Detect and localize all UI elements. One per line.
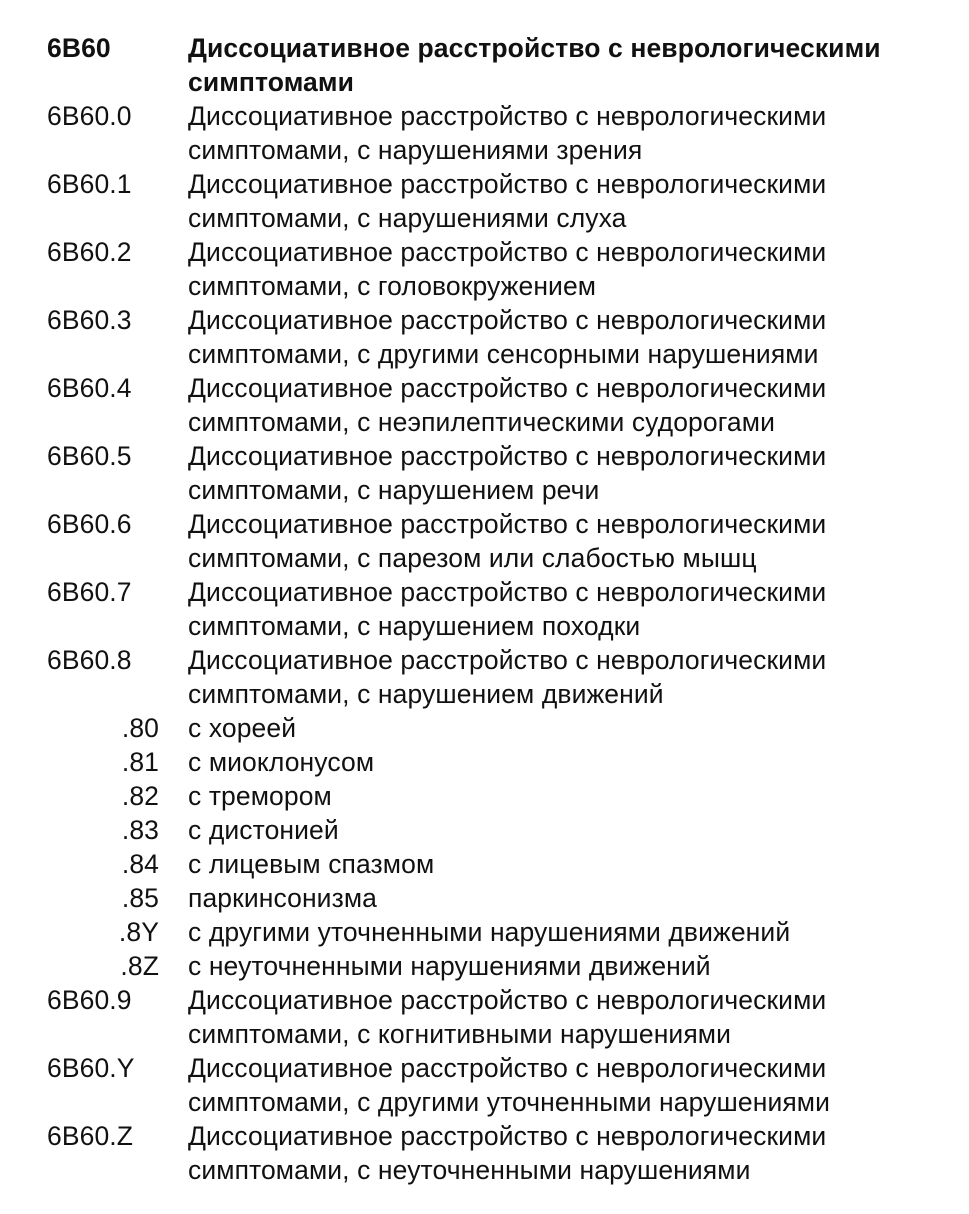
entry-text-line2: симптомами, с неэпилептическими судорогами bbox=[188, 407, 775, 437]
entry-text-line1: Диссоциативное расстройство с неврологическими bbox=[188, 305, 827, 335]
entry-text-line2: симптомами, с нарушениями слуха bbox=[188, 203, 627, 233]
subentry-text: с неуточненными нарушениями движений bbox=[188, 951, 711, 981]
heading-entry bbox=[0, 31, 969, 99]
entry-text-line2: симптомами, с другими уточненными нарушениями bbox=[188, 1087, 831, 1117]
entry-text-line1: Диссоциативное расстройство с неврологическими bbox=[188, 1121, 827, 1151]
entry-text-line1: Диссоциативное расстройство с неврологическими bbox=[188, 985, 827, 1015]
entry-code: 6B60.4 bbox=[47, 373, 132, 403]
entry-code: 6B60.6 bbox=[47, 509, 132, 539]
entry-text bbox=[188, 99, 940, 167]
subentry-code: .83 bbox=[121, 815, 159, 845]
entry-code: 6B60.Z bbox=[47, 1121, 134, 1151]
entry-text-line2: симптомами, с неуточненными нарушениями bbox=[188, 1155, 751, 1185]
entry-text-line1: Диссоциативное расстройство с неврологическими bbox=[188, 237, 827, 267]
entry-code: 6B60.3 bbox=[47, 305, 132, 335]
entry-code: 6B60.8 bbox=[47, 645, 132, 675]
entry-row bbox=[0, 575, 969, 643]
entry-text-line2: симптомами, с нарушением речи bbox=[188, 475, 600, 505]
entry-text-line1: Диссоциативное расстройство с неврологическими bbox=[188, 101, 827, 131]
entry-row bbox=[0, 507, 969, 575]
subentry-code: .8Z bbox=[120, 951, 159, 981]
entry-row bbox=[0, 643, 969, 711]
entry-text-line2: симптомами, с парезом или слабостью мышц bbox=[188, 543, 757, 573]
heading-title-line1: Диссоциативное расстройство с неврологическими bbox=[188, 33, 881, 63]
entry-row bbox=[0, 167, 969, 235]
entry-text-line2: симптомами, с головокружением bbox=[188, 271, 597, 301]
entry-text bbox=[188, 507, 940, 575]
subentry-code: .80 bbox=[121, 713, 159, 743]
entry-row bbox=[0, 235, 969, 303]
subentry-row bbox=[0, 745, 969, 779]
entry-text bbox=[188, 1119, 940, 1187]
entry-text bbox=[188, 371, 940, 439]
subentry-text: с хореей bbox=[188, 713, 297, 743]
entry-code: 6B60.7 bbox=[47, 577, 132, 607]
entry-text-line1: Диссоциативное расстройство с неврологическими bbox=[188, 1053, 827, 1083]
subentry-row bbox=[0, 779, 969, 813]
subentry-code: .85 bbox=[121, 883, 159, 913]
entry-text-line2: симптомами, с нарушением походки bbox=[188, 611, 641, 641]
heading-title-line2: симптомами bbox=[188, 67, 354, 97]
subentry-text: с миоклонусом bbox=[188, 747, 375, 777]
entry-row bbox=[0, 371, 969, 439]
entry-text bbox=[188, 1051, 940, 1119]
entry-code: 6B60.Y bbox=[47, 1053, 135, 1083]
entry-text-line2: симптомами, с нарушениями зрения bbox=[188, 135, 643, 165]
subentry-row bbox=[0, 949, 969, 983]
entry-code: 6B60.9 bbox=[47, 985, 132, 1015]
entry-text-line1: Диссоциативное расстройство с неврологическими bbox=[188, 509, 827, 539]
entry-code: 6B60.2 bbox=[47, 237, 132, 267]
entry-row bbox=[0, 983, 969, 1051]
entry-code: 6B60.5 bbox=[47, 441, 132, 471]
subentry-row bbox=[0, 847, 969, 881]
entry-text-line2: симптомами, с другими сенсорными нарушениями bbox=[188, 339, 819, 369]
entry-text bbox=[188, 643, 940, 711]
heading-code: 6B60 bbox=[47, 33, 111, 63]
entry-row bbox=[0, 303, 969, 371]
entry-text-line2: симптомами, с нарушением движений bbox=[188, 679, 664, 709]
entry-text-line1: Диссоциативное расстройство с неврологическими bbox=[188, 169, 827, 199]
subentry-text: паркинсонизма bbox=[188, 883, 377, 913]
entry-row bbox=[0, 99, 969, 167]
entry-text bbox=[188, 235, 940, 303]
entry-row bbox=[0, 1051, 969, 1119]
entry-code: 6B60.1 bbox=[47, 169, 132, 199]
entry-text bbox=[188, 439, 940, 507]
subentry-code: .84 bbox=[121, 849, 159, 879]
subentry-row bbox=[0, 881, 969, 915]
subentry-text: с дистонией bbox=[188, 815, 339, 845]
entry-text-line1: Диссоциативное расстройство с неврологическими bbox=[188, 373, 827, 403]
entry-code: 6B60.0 bbox=[47, 101, 132, 131]
entry-text-line2: симптомами, с когнитивными нарушениями bbox=[188, 1019, 731, 1049]
entry-text bbox=[188, 983, 940, 1051]
subentry-row bbox=[0, 813, 969, 847]
entry-row bbox=[0, 439, 969, 507]
entry-text bbox=[188, 575, 940, 643]
subentry-text: с тремором bbox=[188, 781, 332, 811]
entry-text bbox=[188, 303, 940, 371]
entry-text-line1: Диссоциативное расстройство с неврологическими bbox=[188, 441, 827, 471]
entry-text-line1: Диссоциативное расстройство с неврологическими bbox=[188, 577, 827, 607]
subentry-text: с лицевым спазмом bbox=[188, 849, 435, 879]
entry-text bbox=[188, 167, 940, 235]
subentry-row bbox=[0, 915, 969, 949]
entry-text-line1: Диссоциативное расстройство с неврологическими bbox=[188, 645, 827, 675]
subentry-row bbox=[0, 711, 969, 745]
subentry-code: .82 bbox=[121, 781, 159, 811]
subentry-code: .8Y bbox=[118, 917, 159, 947]
heading-title bbox=[188, 31, 940, 99]
subentry-text: с другими уточненными нарушениями движений bbox=[188, 917, 791, 947]
subentry-code: .81 bbox=[121, 747, 159, 777]
entry-row bbox=[0, 1119, 969, 1187]
